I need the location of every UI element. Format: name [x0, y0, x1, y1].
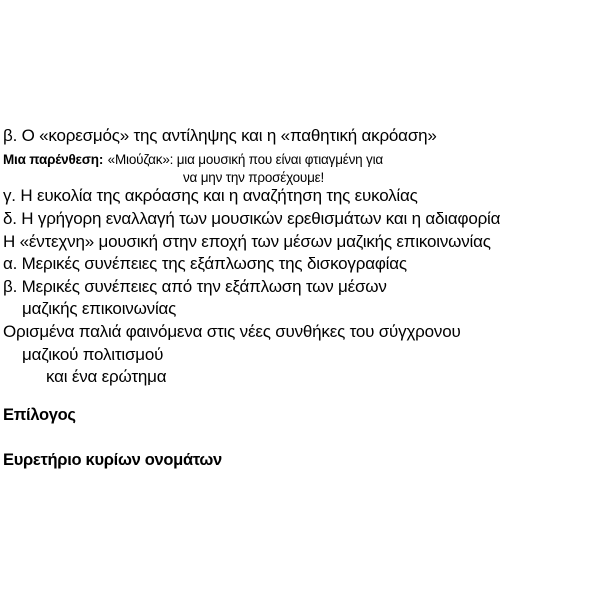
toc-entry-mass-media: β. Μερικές συνέπειες από την εξάπλωση των μέσων [3, 277, 387, 296]
toc-entry-mass-media-cont: μαζικής επικοινωνίας [22, 299, 177, 318]
toc-entry-alternation: δ. Η γρήγορη εναλλαγή των μουσικών ερεθισμάτων και η αδιαφορία [3, 209, 501, 228]
toc-section-old-phenomena: Ορισμένα παλιά φαινόμενα στις νέες συνθήκες του σύγχρονου [3, 322, 461, 341]
toc-index: Ευρετήριο κυρίων ονομάτων [3, 451, 222, 469]
parenthesis-label: Μια παρένθεση: [3, 152, 104, 167]
toc-entry-parenthesis-cont: να μην την προσέχουμε! [183, 170, 325, 185]
parenthesis-text: «Μιούζακ»: μια μουσική που είναι φτιαγμένη για [107, 152, 383, 167]
toc-entry-discography: α. Μερικές συνέπειες της εξάπλωσης της δισκογραφίας [3, 254, 407, 273]
toc-entry-parenthesis [3, 149, 383, 170]
toc-section-art-music: Η «έντεχνη» μουσική στην εποχή των μέσων μαζικής επικοινωνίας [3, 232, 491, 251]
toc-entry-saturation: β. Ο «κορεσμός» της αντίληψης και η «παθητική ακρόαση» [3, 126, 437, 145]
toc-section-old-phenomena-cont1: μαζικού πολιτισμού [22, 345, 164, 364]
toc-epilogue: Επίλογος [3, 406, 76, 424]
toc-entry-ease: γ. Η ευκολία της ακρόασης και η αναζήτηση της ευκολίας [3, 186, 418, 205]
toc-section-old-phenomena-cont2: και ένα ερώτημα [46, 367, 167, 386]
